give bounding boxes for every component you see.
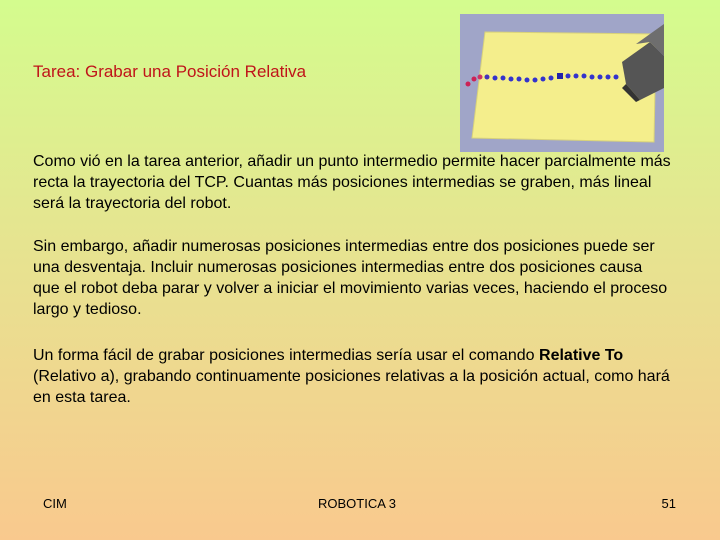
- paragraph-relative-to: [33, 345, 673, 408]
- page-number: 51: [661, 496, 676, 511]
- paragraph-disadvantage: Sin embargo, añadir numerosas posiciones intermedias entre dos posiciones puede ser una desventaja. Incluir numerosas posiciones intermedias entre dos posiciones causa que el robot deba parar y volver a iniciar el movimiento varias veces, haciendo el proceso largo y tedioso.: [33, 238, 668, 318]
- footer-organization: CIM: [43, 496, 67, 511]
- paragraph-relative-to-start: Un forma fácil de grabar posiciones intermedias sería usar el comando: [33, 347, 540, 364]
- relative-to-command: Relative To: [539, 347, 624, 364]
- slide-title: Tarea: Grabar una Posición Relativa: [33, 62, 307, 81]
- paragraph-relative-to-end: (Relativo a), grabando continuamente posiciones relativas a la posición actual, como hará en esta tarea.: [33, 368, 670, 406]
- paragraph-intro: Como vió en la tarea anterior, añadir un punto intermedio permite hacer parcialmente más recta la trayectoria del TCP. Cuantas más posiciones intermedias se graben, más lineal será la trayectoria del robot.: [33, 153, 671, 212]
- robot-trajectory-figure: [460, 14, 664, 152]
- robot-trajectory-illustration: [460, 14, 664, 152]
- footer-course: ROBOTICA 3: [318, 496, 397, 511]
